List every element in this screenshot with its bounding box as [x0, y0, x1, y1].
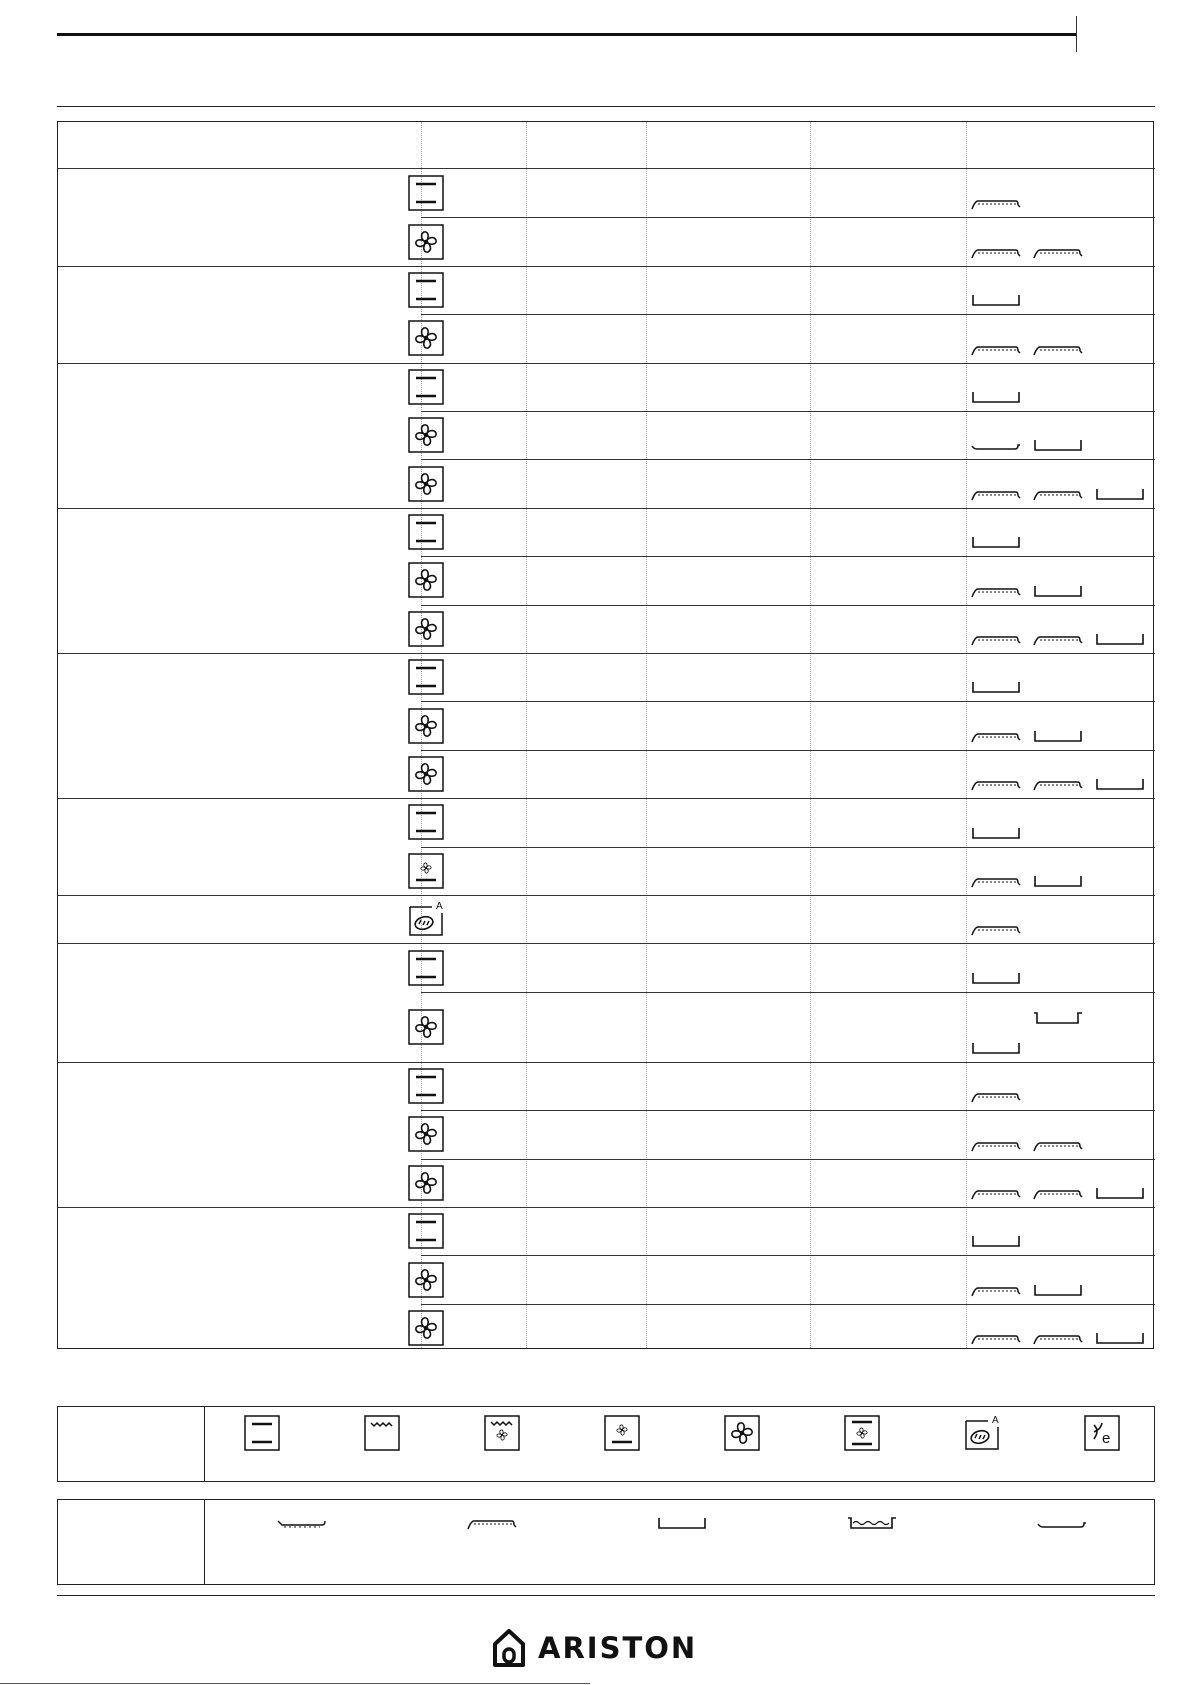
baking-tray-icon: [1036, 1515, 1088, 1531]
row-divider: [421, 992, 1155, 993]
house-logo-icon: [492, 1628, 526, 1668]
row-divider: [58, 508, 1155, 509]
convection-bake-icon: [604, 1415, 640, 1451]
bread-icon: [408, 901, 444, 937]
fan-icon: [408, 1116, 444, 1152]
static-icon: [408, 804, 444, 840]
fan-icon: [408, 1310, 444, 1346]
wire-shelf-icon: [1032, 1330, 1084, 1346]
wire-shelf-icon: [970, 921, 1022, 937]
top-rule: [57, 33, 1076, 36]
row-divider: [421, 750, 1155, 751]
cake-tin-icon: [656, 1515, 708, 1531]
row-divider: [421, 314, 1155, 315]
column-separator: [526, 122, 527, 1348]
drip-tray-water-icon: [846, 1515, 898, 1531]
bottom-rule: [0, 1683, 590, 1684]
wire-shelf-icon: [970, 1137, 1022, 1153]
wire-shelf-icon: [970, 1185, 1022, 1201]
cake-tin-icon: [970, 970, 1022, 986]
fan-icon: [408, 417, 444, 453]
cake-tin-icon: [1094, 486, 1146, 502]
grill-icon: [364, 1415, 400, 1451]
legend-divider: [204, 1407, 205, 1481]
row-divider: [58, 798, 1155, 799]
wire-shelf-icon: [1032, 244, 1084, 260]
fan-icon: [408, 224, 444, 260]
cake-tin-icon: [1032, 728, 1084, 744]
static-icon: [244, 1415, 280, 1451]
row-divider: [58, 895, 1155, 896]
wire-shelf-icon: [970, 1282, 1022, 1298]
fan-icon: [408, 756, 444, 792]
cake-tin-icon: [1032, 583, 1084, 599]
static-icon: [408, 659, 444, 695]
accessory-legend: [57, 1499, 1155, 1585]
wire-shelf-icon: [466, 1515, 518, 1531]
fan-icon: [408, 1165, 444, 1201]
row-divider: [421, 1304, 1155, 1305]
baking-tray-icon: [970, 437, 1022, 453]
wire-shelf-icon: [1032, 1185, 1084, 1201]
brand: [492, 1628, 697, 1668]
static-icon: [408, 175, 444, 211]
row-divider: [58, 943, 1155, 944]
row-divider: [58, 266, 1155, 267]
cake-tin-icon: [1032, 1282, 1084, 1298]
row-divider: [421, 1159, 1155, 1160]
turbo-grill-icon: [484, 1415, 520, 1451]
cake-tin-icon: [970, 1040, 1022, 1056]
wire-shelf-icon: [970, 244, 1022, 260]
wire-shelf-icon: [970, 728, 1022, 744]
cake-tin-icon: [970, 679, 1022, 695]
wire-shelf-icon: [970, 195, 1022, 211]
wire-shelf-icon: [1032, 776, 1084, 792]
wire-shelf-icon: [970, 1330, 1022, 1346]
static-icon: [408, 1213, 444, 1249]
static-icon: [408, 272, 444, 308]
wire-shelf-icon: [970, 583, 1022, 599]
wire-shelf-icon: [970, 631, 1022, 647]
cake-tin-icon: [1094, 776, 1146, 792]
row-divider: [421, 556, 1155, 557]
row-divider: [421, 217, 1155, 218]
wire-shelf-icon: [1032, 631, 1084, 647]
row-divider: [421, 1110, 1155, 1111]
fan-icon: [724, 1415, 760, 1451]
cake-tin-icon: [1094, 1185, 1146, 1201]
cake-tin-icon: [970, 825, 1022, 841]
maxi-cooking-icon: [844, 1415, 880, 1451]
fan-icon: [408, 1009, 444, 1045]
row-divider: [421, 411, 1155, 412]
static-icon: [408, 514, 444, 550]
row-divider: [421, 701, 1155, 702]
wire-shelf-icon: [970, 341, 1022, 357]
row-divider: [58, 1062, 1155, 1063]
column-separator: [810, 122, 811, 1348]
static-icon: [408, 369, 444, 405]
static-icon: [408, 950, 444, 986]
wire-shelf-icon: [970, 776, 1022, 792]
wire-shelf-icon: [1032, 1137, 1084, 1153]
cake-tin-icon: [970, 1233, 1022, 1249]
cake-tin-icon: [1094, 1330, 1146, 1346]
cake-tin-icon: [1032, 873, 1084, 889]
svg-text:e: e: [1102, 1430, 1111, 1447]
cake-tin-icon: [970, 389, 1022, 405]
row-divider: [421, 847, 1155, 848]
footer-rule: [57, 1595, 1155, 1596]
cake-tin-icon: [1032, 437, 1084, 453]
cooking-table: [57, 121, 1154, 1349]
row-divider: [421, 459, 1155, 460]
column-separator: [966, 122, 967, 1348]
legend-divider: [204, 1500, 205, 1584]
bread-icon: [964, 1415, 1000, 1451]
wire-shelf-icon: [1032, 341, 1084, 357]
drip-tray-icon: [1032, 1010, 1084, 1026]
cake-tin-icon: [1094, 631, 1146, 647]
low-wire-shelf-icon: [276, 1515, 328, 1531]
brand-name: ARISTON: [538, 1631, 698, 1665]
function-legend: [57, 1406, 1155, 1482]
row-divider: [58, 363, 1155, 364]
fan-icon: [408, 466, 444, 502]
cake-tin-icon: [970, 292, 1022, 308]
wire-shelf-icon: [970, 486, 1022, 502]
column-separator: [646, 122, 647, 1348]
fan-icon: [408, 562, 444, 598]
eco-fan-icon: [1084, 1415, 1120, 1451]
svg-text:A: A: [992, 1415, 999, 1426]
convection-bake-icon: [408, 853, 444, 889]
wire-shelf-icon: [970, 873, 1022, 889]
row-divider: [58, 653, 1155, 654]
fan-icon: [408, 708, 444, 744]
fan-icon: [408, 1262, 444, 1298]
svg-text:A: A: [436, 901, 443, 913]
fan-icon: [408, 611, 444, 647]
fan-icon: [408, 320, 444, 356]
wire-shelf-icon: [970, 1088, 1022, 1104]
row-divider: [421, 605, 1155, 606]
static-icon: [408, 1068, 444, 1104]
top-tick-mark: [1076, 16, 1077, 52]
wire-shelf-icon: [1032, 486, 1084, 502]
header-rule: [57, 106, 1155, 107]
row-divider: [58, 168, 1155, 169]
row-divider: [58, 1207, 1155, 1208]
cake-tin-icon: [970, 534, 1022, 550]
row-divider: [421, 1255, 1155, 1256]
